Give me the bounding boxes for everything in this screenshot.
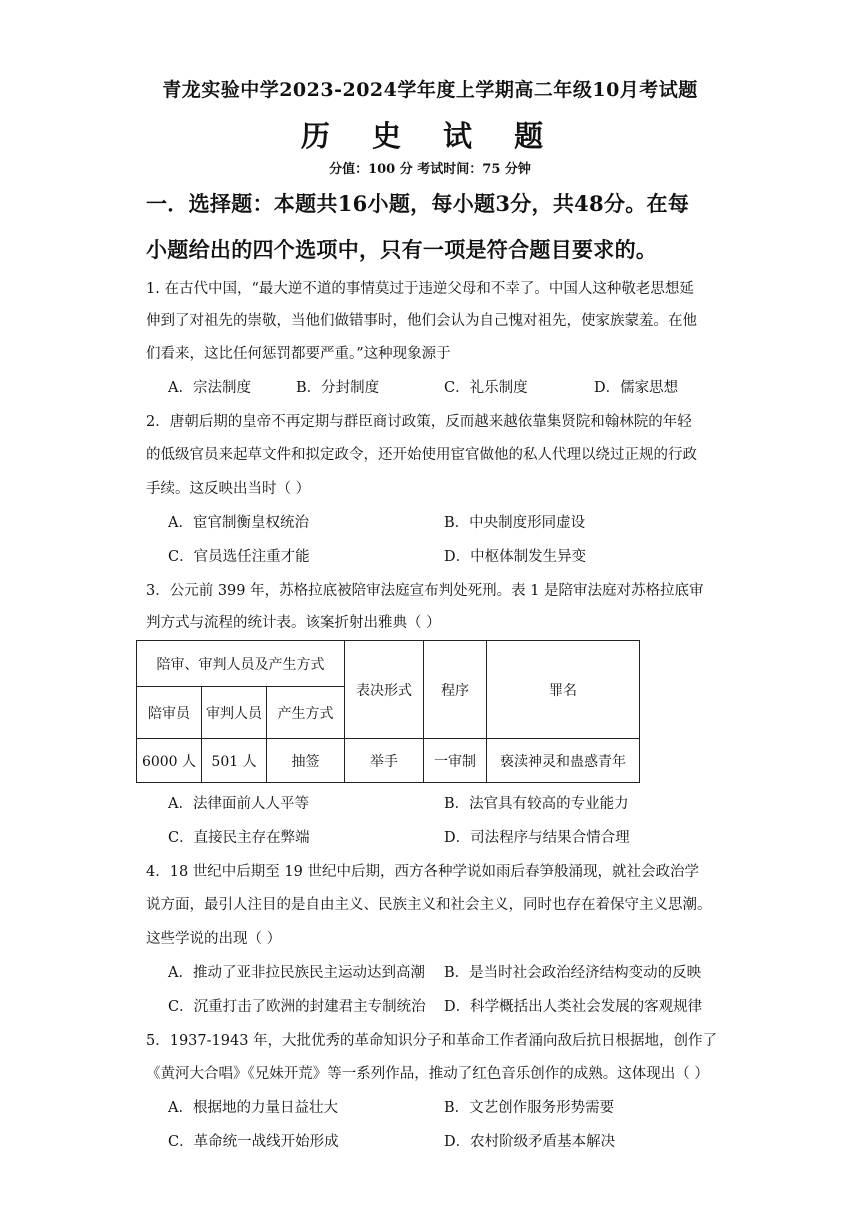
table-header-row xyxy=(137,641,640,687)
subject-title: 历 史 试 题 xyxy=(300,119,560,153)
question-4-option-a[interactable]: A．推动了亚非拉民族民主运动达到高潮 xyxy=(168,965,425,981)
question-4-option-c[interactable]: C．沉重打击了欧洲的封建君主专制统治 xyxy=(168,999,426,1015)
question-2-text: 手续。这反映出当时（ ） xyxy=(146,481,311,497)
question-2-option-c[interactable]: C．官员选任注重才能 xyxy=(168,549,310,565)
question-5-option-b[interactable]: B．文艺创作服务形势需要 xyxy=(444,1100,615,1116)
question-5-text: 《黄河大合唱》《兄妹开荒》等一系列作品，推动了红色音乐创作的成熟。这体现出（ ） xyxy=(146,1066,709,1082)
question-3-option-b[interactable]: B．法官具有较高的专业能力 xyxy=(444,796,629,812)
table-header-charge: 罪名 xyxy=(487,641,640,739)
question-5-option-c[interactable]: C．革命统一战线开始形成 xyxy=(168,1134,339,1150)
table-cell-judges: 501 人 xyxy=(202,739,267,783)
question-1-option-d[interactable]: D．儒家思想 xyxy=(594,380,679,396)
table-header-judges: 审判人员 xyxy=(202,687,267,739)
question-5-option-a[interactable]: A．根据地的力量日益壮大 xyxy=(168,1100,338,1116)
question-1-text: 伸到了对祖先的崇敬，当他们做错事时，他们会认为自己愧对祖先，使家族蒙羞。在他 xyxy=(146,313,697,329)
table-cell-charge: 亵渎神灵和蛊惑青年 xyxy=(487,739,640,783)
table-group-header: 陪审、审判人员及产生方式 xyxy=(137,641,345,687)
question-5-option-d[interactable]: D．农村阶级矛盾基本解决 xyxy=(444,1134,616,1150)
table-cell-jurors: 6000 人 xyxy=(137,739,202,783)
table-cell-vote: 举手 xyxy=(345,739,424,783)
question-3-option-d[interactable]: D．司法程序与结果合情合理 xyxy=(444,830,630,846)
section-header-line-1: 一．选择题：本题共16小题，每小题3分，共48分。在每 xyxy=(146,191,690,216)
table-header-jurors: 陪审员 xyxy=(137,687,202,739)
section-header-line-2: 小题给出的四个选项中，只有一项是符合题目要求的。 xyxy=(146,237,658,262)
exam-info: 分值：100 分 考试时间：75 分钟 xyxy=(329,162,531,177)
table-cell-method: 抽签 xyxy=(267,739,345,783)
trial-statistics-table xyxy=(136,640,640,783)
question-1-option-b[interactable]: B．分封制度 xyxy=(296,380,380,396)
question-4-text: 说方面，最引人注目的是自由主义、民族主义和社会主义，同时也存在着保守主义思潮。 xyxy=(146,897,712,913)
question-2-option-a[interactable]: A．宦官制衡皇权统治 xyxy=(168,515,309,531)
table-header-method: 产生方式 xyxy=(267,687,345,739)
question-1-text: 们看来，这比任何惩罚都要严重。”这种现象源于 xyxy=(146,346,451,362)
table-cell-procedure: 一审制 xyxy=(424,739,487,783)
question-3-option-c[interactable]: C．直接民主存在弊端 xyxy=(168,830,310,846)
question-4-text: 这些学说的出现（ ） xyxy=(146,931,282,947)
question-2-option-b[interactable]: B．中央制度形同虚设 xyxy=(444,515,586,531)
question-1-option-a[interactable]: A．宗法制度 xyxy=(168,380,251,396)
question-2-text: 2．唐朝后期的皇帝不再定期与群臣商讨政策，反而越来越依靠集贤院和翰林院的年轻 xyxy=(146,414,692,430)
question-1-option-c[interactable]: C．礼乐制度 xyxy=(444,380,528,396)
question-2-option-d[interactable]: D．中枢体制发生异变 xyxy=(444,549,587,565)
question-5-text: 5．1937-1943 年，大批优秀的革命知识分子和革命工作者涌向敌后抗日根据地，创作了 xyxy=(146,1033,718,1049)
school-title: 青龙实验中学2023-2024学年度上学期高二年级10月考试题 xyxy=(162,79,698,101)
question-3-text: 3．公元前 399 年，苏格拉底被陪审法庭宣布判处死刑。表 1 是陪审法庭对苏格拉底审 xyxy=(146,583,704,599)
question-4-option-b[interactable]: B．是当时社会政治经济结构变动的反映 xyxy=(444,965,702,981)
question-3-text: 判方式与流程的统计表。该案折射出雅典（ ） xyxy=(146,615,441,631)
table-header-vote: 表决形式 xyxy=(345,641,424,739)
table-row xyxy=(137,739,640,783)
question-4-option-d[interactable]: D．科学概括出人类社会发展的客观规律 xyxy=(444,999,703,1015)
question-1-text: 1. 在古代中国，“最大逆不道的事情莫过于违逆父母和不幸了。中国人这种敬老思想延 xyxy=(146,281,694,297)
table-header-procedure: 程序 xyxy=(424,641,487,739)
question-2-text: 的低级官员来起草文件和拟定政令，还开始使用宦官做他的私人代理以绕过正规的行政 xyxy=(146,447,697,463)
question-4-text: 4．18 世纪中后期至 19 世纪中后期，西方各种学说如雨后春笋般涌现，就社会政治学 xyxy=(146,864,699,880)
question-3-option-a[interactable]: A．法律面前人人平等 xyxy=(168,796,309,812)
